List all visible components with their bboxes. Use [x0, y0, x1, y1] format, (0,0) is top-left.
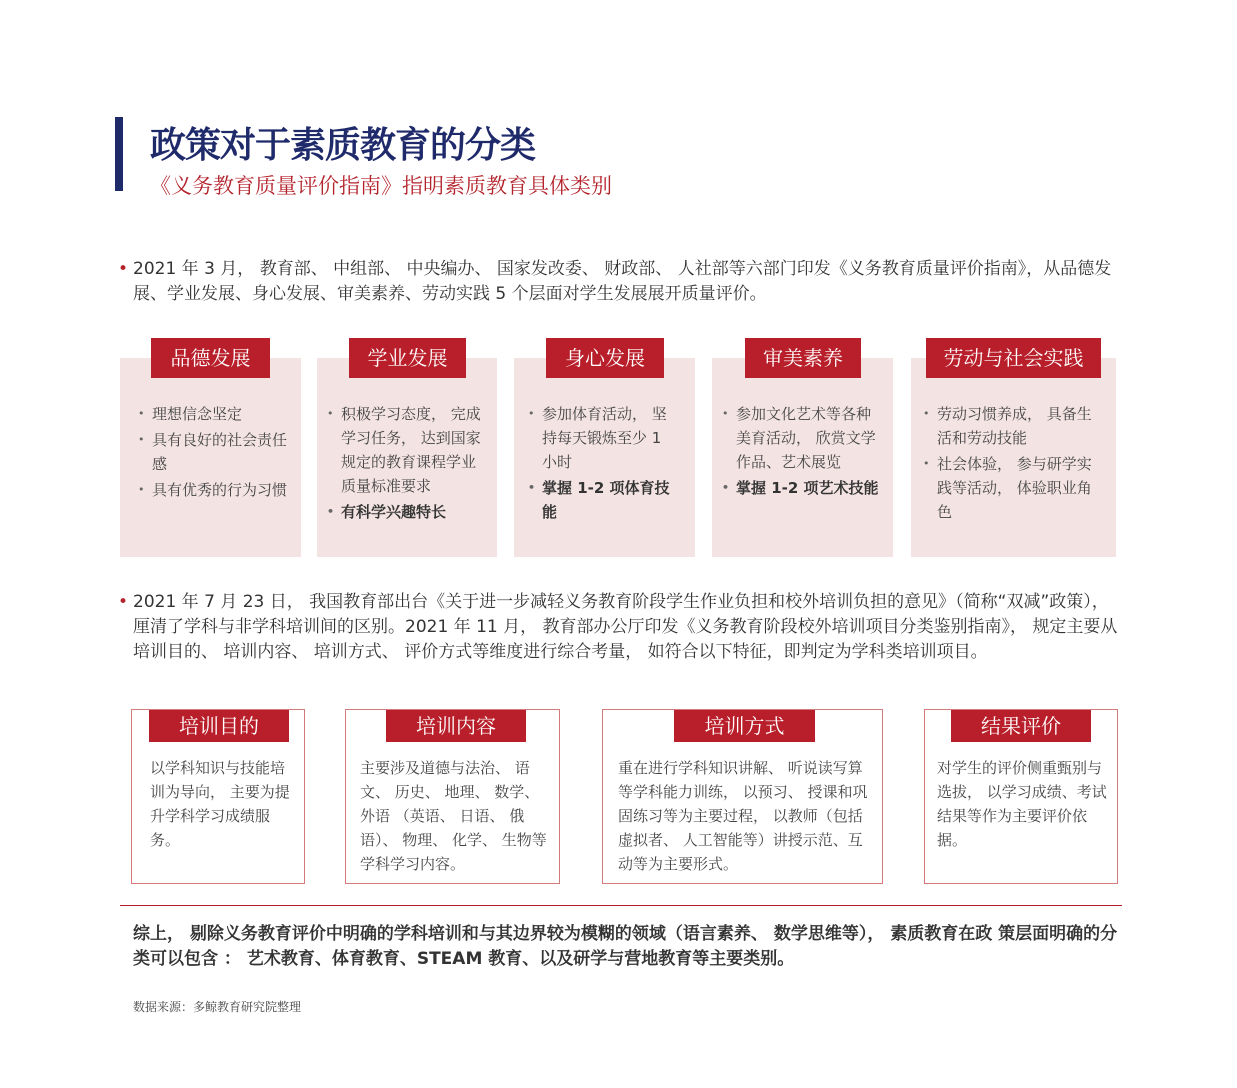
category-title: 审美素养 [745, 338, 861, 378]
list-item: • 社会体验， 参与研学实践等活动， 体验职业角色 [923, 452, 1106, 524]
category-title: 身心发展 [546, 338, 664, 378]
page-title: 政策对于素质教育的分类 [150, 125, 536, 166]
category-list [138, 402, 291, 504]
criteria-box-method [602, 709, 883, 884]
category-title: 劳动与社会实践 [926, 338, 1101, 378]
list-item: • 具有良好的社会责任感 [138, 428, 291, 476]
list-item: • 掌握 1-2 项艺术技能 [722, 476, 883, 500]
criteria-title: 培训内容 [386, 710, 526, 742]
list-item: • 掌握 1-2 项体育技能 [528, 476, 681, 524]
criteria-text: 对学生的评价侧重甄别与选拔， 以学习成绩、考试结果等作为主要评价依据。 [937, 759, 1107, 849]
divider [120, 905, 1122, 906]
policy-text: 2021 年 7 月 23 日， 我国教育部出台《关于进一步减轻义务教育阶段学生作业负担和校外培训负担的意见》（简称“双减”政策）， 厘清了学科与非学科培训间的区别。2021 年 11 月， 教育部办公厅印发《义务教育阶段校外培训项目分类鉴别指南》， 规定主要从培训目的、 培训内容、 培训方式、 评价方式等维度进行综合考量， 如符合以下特征，即判定为学科类培训项目。 [133, 592, 1118, 662]
criteria-text: 主要涉及道德与法治、 语文、 历史、 地理、 数学、 外语 （英语、 日语、 俄语）、 物理、 化学、 生物等学科学习内容。 [360, 759, 547, 873]
title-accent-bar [115, 117, 123, 191]
list-item: • 积极学习态度， 完成学习任务， 达到国家规定的教育课程学业质量标准要求 [327, 402, 487, 498]
category-title: 学业发展 [349, 338, 466, 378]
criteria-title: 结果评价 [951, 710, 1091, 742]
criteria-title: 培训目的 [149, 710, 289, 742]
criteria-box-evaluation [924, 709, 1118, 884]
list-item: • 劳动习惯养成， 具备生活和劳动技能 [923, 402, 1106, 450]
category-card-academic [317, 346, 497, 557]
bullet-icon: • [118, 592, 129, 612]
category-list [722, 402, 883, 502]
category-list [528, 402, 681, 526]
category-title: 品德发展 [151, 338, 270, 378]
criteria-text: 以学科知识与技能培训为导向， 主要为提升学科学习成绩服务。 [150, 759, 290, 849]
list-item: • 理想信念坚定 [138, 402, 291, 426]
criteria-box-purpose [131, 709, 305, 884]
list-item: • 参加文化艺术等各种美育活动， 欣赏文学作品、艺术展览 [722, 402, 883, 474]
category-card-physical [514, 346, 695, 557]
bullet-icon: • [118, 259, 129, 279]
criteria-title: 培训方式 [674, 710, 815, 742]
category-card-moral [120, 346, 301, 557]
source-note: 数据来源：多鲸教育研究院整理 [133, 1000, 302, 1014]
category-card-labor [911, 346, 1116, 557]
criteria-box-content [345, 709, 560, 884]
list-item: • 有科学兴趣特长 [327, 500, 487, 524]
list-item: • 参加体育活动， 坚持每天锻炼至少 1 小时 [528, 402, 681, 474]
category-list [327, 402, 487, 526]
list-item: • 具有优秀的行为习惯 [138, 478, 291, 502]
category-list [923, 402, 1106, 526]
page-subtitle: 《义务教育质量评价指南》指明素质教育具体类别 [150, 174, 612, 198]
criteria-text: 重在进行学科知识讲解、 听说读写算等学科能力训练， 以预习、 授课和巩固练习等为主要过程， 以教师（包括虚拟者、 人工智能等）讲授示范、互动等为主要形式。 [618, 759, 868, 873]
summary-text: 综上， 剔除义务教育评价中明确的学科培训和与其边界较为模糊的领域（语言素养、 数学思维等）， 素质教育在政 策层面明确的分类可以包含 ： 艺术教育、体育教育、STEAM 教育、以及研学与营地教育等主要类别。 [133, 924, 1118, 969]
intro-text: 2021 年 3 月， 教育部、 中组部、 中央编办、 国家发改委、 财政部、 人社部等六部门印发《义务教育质量评价指南》，从品德发展、学业发展、身心发展、审美素养、劳动实践 5 个层面对学生发展展开质量评价。 [133, 259, 1112, 304]
category-card-aesthetic [712, 346, 893, 557]
intro-paragraph [118, 257, 1118, 307]
policy-paragraph [118, 590, 1118, 665]
